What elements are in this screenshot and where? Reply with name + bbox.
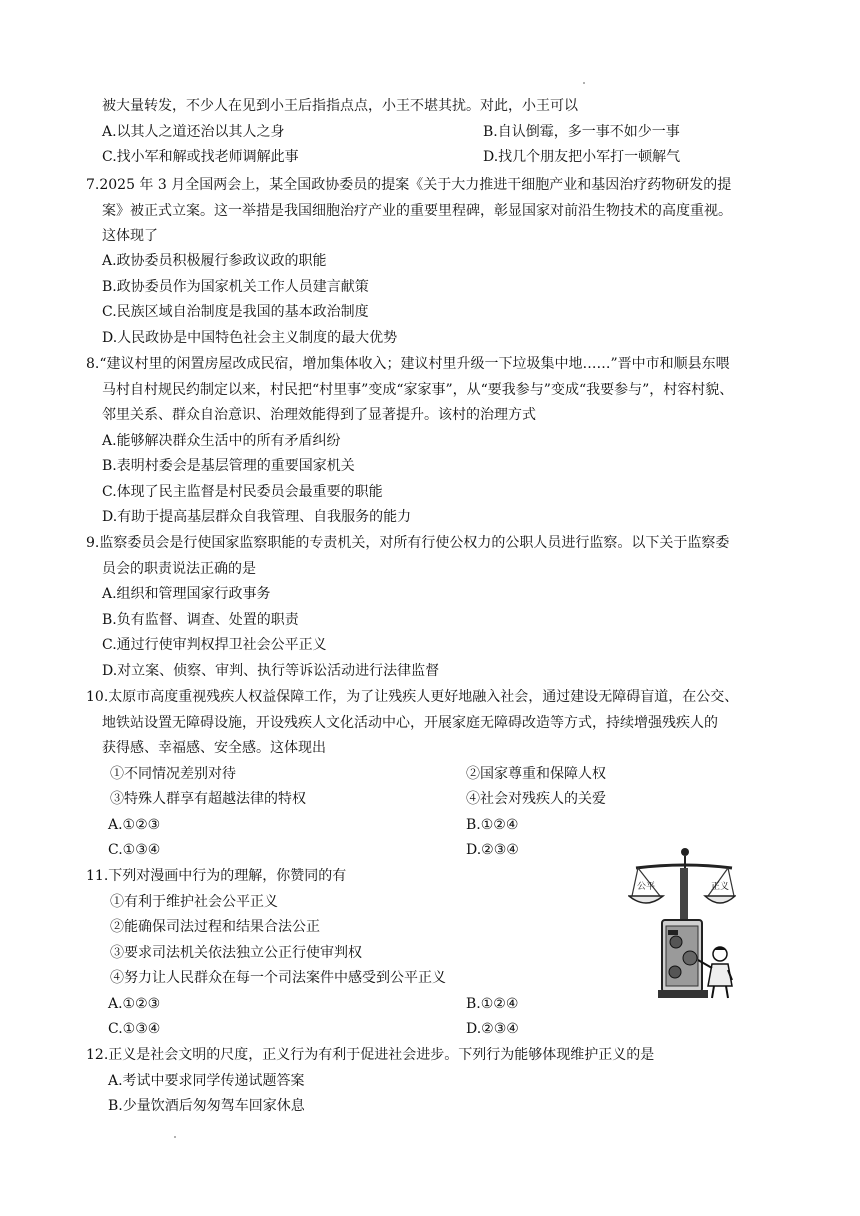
q11-item-1: ①有利于维护社会公平正义 <box>110 894 278 910</box>
q11-option-a: A.①②③ <box>108 996 161 1012</box>
q7-stem-line-1: 7.2025 年 3 月全国两会上，某全国政协委员的提案《关于大力推进干细胞产业和基因治疗药物研发的提 <box>86 177 732 193</box>
q7-option-a: A.政协委员积极履行参政议政的职能 <box>102 253 327 269</box>
q12-stem: 12.正义是社会文明的尺度，正义行为有利于促进社会进步。下列行为能够体现维护正义的是 <box>86 1047 655 1063</box>
q7-option-b: B.政协委员作为国家机关工作人员建言献策 <box>102 279 369 295</box>
q8-option-b: B.表明村委会是基层管理的重要国家机关 <box>102 458 355 474</box>
q11-option-b: B.①②④ <box>466 996 519 1012</box>
q10-stem-line-2: 地铁站设置无障碍设施，开设残疾人文化活动中心，开展家庭无障碍改造等方式，持续增强残疾人的 <box>102 715 718 731</box>
q8-stem-line-2: 马村自村规民约制定以来，村民把“村里事”变成“家家事”，从“要我参与”变成“我要参与”，村容村貌、 <box>102 382 734 398</box>
q9-option-a: A.组织和管理国家行政事务 <box>102 586 271 602</box>
q10-item-4: ④社会对残疾人的关爱 <box>466 791 606 807</box>
q9-option-d: D.对立案、侦察、审判、执行等诉讼活动进行法律监督 <box>102 663 440 679</box>
q11-item-4: ④努力让人民群众在每一个司法案件中感受到公平正义 <box>110 970 446 986</box>
q7-option-c: C.民族区域自治制度是我国的基本政治制度 <box>102 304 369 320</box>
scales-of-justice-cartoon <box>628 846 736 1002</box>
q10-option-c: C.①③④ <box>108 842 161 858</box>
q8-stem-line-1: 8.“建议村里的闲置房屋改成民宿，增加集体收入；建议村里升级一下垃圾集中地……”晋中市和顺县东喂 <box>86 356 730 372</box>
q9-option-c: C.通过行使审判权捍卫社会公平正义 <box>102 637 327 653</box>
q11-item-2: ②能确保司法过程和结果合法公正 <box>110 919 320 935</box>
scan-speck <box>174 1136 176 1138</box>
q12-option-b: B.少量饮酒后匆匆驾车回家休息 <box>108 1098 305 1114</box>
right-pan-label: 正义 <box>710 882 730 892</box>
q8-option-d: D.有助于提高基层群众自我管理、自我服务的能力 <box>102 509 412 525</box>
q10-option-a: A.①②③ <box>108 817 161 833</box>
q6-stem-continued: 被大量转发，不少人在见到小王后指指点点，小王不堪其扰。对此，小王可以 <box>102 98 578 114</box>
q6-option-d: D.找几个朋友把小军打一顿解气 <box>483 149 681 165</box>
q11-item-3: ③要求司法机关依法独立公正行使审判权 <box>110 945 362 961</box>
q7-stem-line-2: 案》被正式立案。这一举措是我国细胞治疗产业的重要里程碑，彰显国家对前沿生物技术的高度重视。 <box>102 203 732 219</box>
q10-stem-line-1: 10.太原市高度重视残疾人权益保障工作，为了让残疾人更好地融入社会，通过建设无障碍盲道，在公交、 <box>86 689 739 705</box>
q8-option-a: A.能够解决群众生活中的所有矛盾纠纷 <box>102 433 341 449</box>
q9-option-b: B.负有监督、调查、处置的职责 <box>102 612 299 628</box>
left-pan-label: 公平 <box>636 882 656 892</box>
q11-option-c: C.①③④ <box>108 1021 161 1037</box>
q8-stem-line-3: 邻里关系、群众自治意识、治理效能得到了显著提升。该村的治理方式 <box>102 407 536 423</box>
q10-item-1: ①不同情况差别对待 <box>110 766 236 782</box>
q9-stem-line-2: 员会的职责说法正确的是 <box>102 561 256 577</box>
q7-stem-line-3: 这体现了 <box>102 228 158 244</box>
q10-option-b: B.①②④ <box>466 817 519 833</box>
q10-item-2: ②国家尊重和保障人权 <box>466 766 606 782</box>
q10-option-d: D.②③④ <box>466 842 519 858</box>
q6-option-a: A.以其人之道还治以其人之身 <box>102 124 285 140</box>
q6-option-b: B.自认倒霉，多一事不如少一事 <box>483 124 680 140</box>
q10-stem-line-3: 获得感、幸福感、安全感。这体现出 <box>102 740 326 756</box>
q11-option-d: D.②③④ <box>466 1021 519 1037</box>
q12-option-a: A.考试中要求同学传递试题答案 <box>108 1073 305 1089</box>
q8-option-c: C.体现了民主监督是村民委员会最重要的职能 <box>102 484 383 500</box>
q10-item-3: ③特殊人群享有超越法律的特权 <box>110 791 306 807</box>
q7-option-d: D.人民政协是中国特色社会主义制度的最大优势 <box>102 330 398 346</box>
scan-speck <box>583 82 585 84</box>
q6-option-c: C.找小军和解或找老师调解此事 <box>102 149 299 165</box>
q11-stem: 11.下列对漫画中行为的理解，你赞同的有 <box>86 868 347 884</box>
q9-stem-line-1: 9.监察委员会是行使国家监察职能的专责机关，对所有行使公权力的公职人员进行监察。以下关于监察委 <box>86 535 730 551</box>
